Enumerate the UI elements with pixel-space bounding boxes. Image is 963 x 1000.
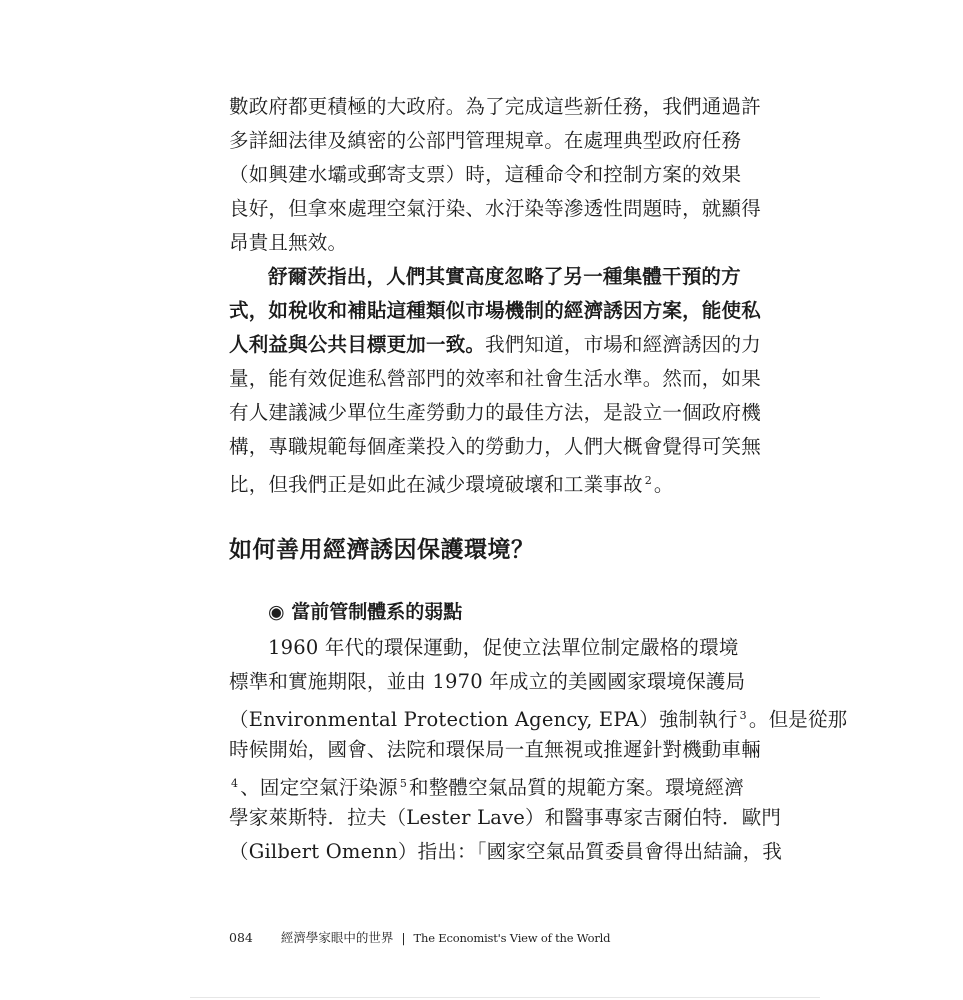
text-line <box>229 464 731 498</box>
text-line: 量，能有效促進私營部門的效率和社會生活水準。然而，如果 <box>229 367 761 390</box>
text-line: 多詳細法律及縝密的公部門管理規章。在處理典型政府任務 <box>229 129 742 152</box>
footer-separator: | <box>401 930 406 945</box>
text-line: 昂貴且無效。 <box>229 231 348 254</box>
text-line: （如興建水壩或郵寄支票）時，這種命令和控制方案的效果 <box>229 163 742 186</box>
text-line: 學家萊斯特．拉夫（Lester Lave）和醫事專家吉爾伯特．歐門 <box>229 806 782 829</box>
text-line <box>229 699 848 733</box>
text-line <box>229 767 744 801</box>
text: 。但是從那 <box>748 708 848 731</box>
text: 我們知道，市場和經濟誘因的力 <box>485 333 761 356</box>
text-line: 1960 年代的環保運動，促使立法單位制定嚴格的環境 <box>268 636 739 659</box>
text: 比，但我們正是如此在減少環境破壞和工業事故 <box>229 473 643 496</box>
text: （Environmental Protection Agency, EPA）強制執行 <box>229 708 738 731</box>
footnote-marker: 2 <box>644 474 652 487</box>
footnote-marker: 5 <box>399 777 408 790</box>
text: 。 <box>653 473 674 496</box>
footnote-marker: 4 <box>231 777 239 790</box>
subheading: ◉ 當前管制體系的弱點 <box>268 601 463 623</box>
footnote-marker: 3 <box>739 709 747 722</box>
paragraph-3 <box>229 631 848 869</box>
book-title: 經濟學家眼中的世界 <box>280 930 394 945</box>
text-line: （Gilbert Omenn）指出：「國家空氣品質委員會得出結論，我 <box>229 840 783 863</box>
paragraph-2 <box>229 260 761 498</box>
page-number: 084 <box>229 930 253 945</box>
text: 和整體空氣品質的規範方案。環境經濟 <box>409 776 744 799</box>
bottom-divider <box>190 997 820 998</box>
text-line: 有人建議減少單位生產勞動力的最佳方法，是設立一個政府機 <box>229 401 761 424</box>
text-line: 構，專職規範每個產業投入的勞動力，人們大概會覺得可笑無 <box>229 435 761 458</box>
text-line: 標準和實施期限，並由 1970 年成立的美國國家環境保護局 <box>229 670 746 693</box>
text-line: 數政府都更積極的大政府。為了完成這些新任務，我們通過許 <box>229 95 761 118</box>
text-line: 時候開始，國會、法院和環保局一直無視或推遲針對機動車輛 <box>229 738 761 761</box>
text: 、固定空氣汙染源 <box>240 776 398 799</box>
bold-text-line: 式，如稅收和補貼這種類似市場機制的經濟誘因方案，能使私 <box>229 299 761 322</box>
bold-text: 人利益與公共目標更加一致。 <box>229 333 486 356</box>
mixed-text-line <box>229 328 761 362</box>
paragraph-1 <box>229 90 761 260</box>
text-line: 良好，但拿來處理空氣汙染、水汙染等滲透性問題時，就顯得 <box>229 197 761 220</box>
book-title-english: The Economist's View of the World <box>413 931 611 945</box>
bold-text-line: 舒爾茨指出，人們其實高度忽略了另一種集體干預的方 <box>268 265 741 288</box>
page-footer <box>229 928 610 948</box>
section-title: 如何善用經濟誘因保護環境？ <box>229 537 535 563</box>
